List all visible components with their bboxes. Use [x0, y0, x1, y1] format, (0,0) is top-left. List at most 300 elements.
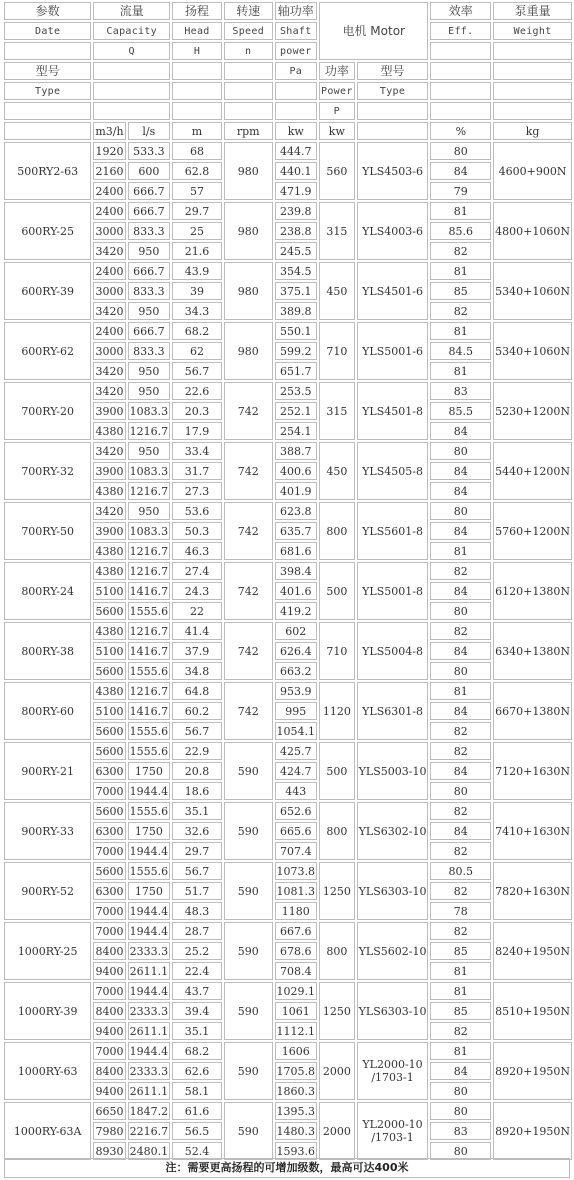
efficiency-pct: 84 — [430, 702, 491, 720]
shaft-power-kw: 253.5 — [275, 382, 318, 400]
head-m: 62 — [172, 342, 222, 360]
shaft-power-kw: 678.6 — [275, 942, 318, 960]
motor-type: YLS6302-10 — [357, 802, 429, 860]
efficiency-pct: 82 — [430, 802, 491, 820]
motor-power-kw: 560 — [319, 142, 355, 200]
shaft-power-kw: 425.7 — [275, 742, 318, 760]
head-m: 35.1 — [172, 1022, 222, 1040]
flow-ls: 1216.7 — [128, 682, 171, 700]
speed-rpm: 980 — [224, 142, 273, 200]
efficiency-pct: 85.5 — [430, 402, 491, 420]
table-row — [4, 322, 572, 340]
efficiency-pct: 83 — [430, 1122, 491, 1140]
head-m: 56.7 — [172, 722, 222, 740]
flow-m3h: 2400 — [93, 322, 125, 340]
head-m: 62.8 — [172, 162, 222, 180]
pump-model: 1000RY-39 — [4, 982, 91, 1040]
motor-type: YLS5602-10 — [357, 922, 429, 980]
flow-m3h: 7000 — [93, 902, 125, 920]
flow-m3h: 3900 — [93, 402, 125, 420]
header-blank — [224, 102, 273, 120]
efficiency-pct: 84 — [430, 582, 491, 600]
flow-m3h: 4380 — [93, 542, 125, 560]
header-blank — [493, 102, 572, 120]
pump-model: 700RY-50 — [4, 502, 91, 560]
head-m: 62.6 — [172, 1062, 222, 1080]
header-q: Q — [93, 42, 170, 60]
head-m: 29.7 — [172, 202, 222, 220]
head-m: 28.7 — [172, 922, 222, 940]
shaft-power-kw: 254.1 — [275, 422, 318, 440]
efficiency-pct: 80.5 — [430, 862, 491, 880]
speed-rpm: 590 — [224, 1042, 273, 1100]
flow-ls: 666.7 — [128, 322, 171, 340]
flow-m3h: 7000 — [93, 842, 125, 860]
header-pump-weight: 泵重量 — [493, 2, 572, 20]
flow-m3h: 7000 — [93, 1042, 125, 1060]
pump-model: 900RY-52 — [4, 862, 91, 920]
shaft-power-kw: 419.2 — [275, 602, 318, 620]
head-m: 22 — [172, 602, 222, 620]
flow-m3h: 8400 — [93, 942, 125, 960]
efficiency-pct: 82 — [430, 722, 491, 740]
motor-type: YLS4003-6 — [357, 202, 429, 260]
shaft-power-kw: 1054.1 — [275, 722, 318, 740]
flow-m3h: 3420 — [93, 242, 125, 260]
unit-kw-shaft: kw — [275, 122, 318, 140]
efficiency-pct: 82 — [430, 242, 491, 260]
motor-power-kw: 710 — [319, 322, 355, 380]
flow-ls: 1083.3 — [128, 522, 171, 540]
flow-ls: 1555.6 — [128, 602, 171, 620]
head-m: 56.7 — [172, 862, 222, 880]
shaft-power-kw: 953.9 — [275, 682, 318, 700]
efficiency-pct: 85 — [430, 942, 491, 960]
flow-m3h: 2400 — [93, 202, 125, 220]
header-motor-power-en: Power — [319, 82, 355, 100]
head-m: 51.7 — [172, 882, 222, 900]
unit-ls: l/s — [128, 122, 171, 140]
header-speed: 转速 — [224, 2, 273, 20]
efficiency-pct: 80 — [430, 442, 491, 460]
shaft-power-kw: 652.6 — [275, 802, 318, 820]
table-row — [4, 1102, 572, 1120]
flow-ls: 1416.7 — [128, 702, 171, 720]
table-row — [4, 742, 572, 760]
motor-type: YL2000-10 /1703-1 — [357, 1042, 429, 1100]
flow-ls: 1944.4 — [128, 982, 171, 1000]
flow-ls: 1083.3 — [128, 402, 171, 420]
motor-power-kw: 2000 — [319, 1102, 355, 1160]
flow-ls: 950 — [128, 382, 171, 400]
flow-m3h: 2400 — [93, 262, 125, 280]
header-capacity: Capacity — [93, 22, 170, 40]
head-m: 39 — [172, 282, 222, 300]
table-row — [4, 382, 572, 400]
pump-weight: 8510+1950N — [493, 982, 572, 1040]
motor-power-kw: 1250 — [319, 862, 355, 920]
flow-ls: 2333.3 — [128, 942, 171, 960]
flow-m3h: 3900 — [93, 522, 125, 540]
flow-m3h: 9400 — [93, 1082, 125, 1100]
motor-type: YL2000-10 /1703-1 — [357, 1102, 429, 1160]
header-motor-model-en: Type — [357, 82, 429, 100]
speed-rpm: 742 — [224, 682, 273, 740]
table-row — [4, 202, 572, 220]
efficiency-pct: 81 — [430, 542, 491, 560]
efficiency-pct: 81 — [430, 962, 491, 980]
table-row — [4, 262, 572, 280]
table-row — [4, 442, 572, 460]
pump-model: 900RY-33 — [4, 802, 91, 860]
flow-m3h: 4380 — [93, 622, 125, 640]
flow-m3h: 6300 — [93, 762, 125, 780]
efficiency-pct: 82 — [430, 922, 491, 940]
shaft-power-kw: 1395.3 — [275, 1102, 318, 1120]
head-m: 27.3 — [172, 482, 222, 500]
flow-ls: 666.7 — [128, 262, 171, 280]
flow-m3h: 5600 — [93, 862, 125, 880]
head-m: 21.6 — [172, 242, 222, 260]
flow-ls: 2611.1 — [128, 1022, 171, 1040]
head-m: 58.1 — [172, 1082, 222, 1100]
header-params: 参数 — [4, 2, 91, 20]
efficiency-pct: 82 — [430, 742, 491, 760]
unit-percent: % — [430, 122, 491, 140]
flow-m3h: 8400 — [93, 1002, 125, 1020]
table-row — [4, 562, 572, 580]
flow-ls: 1944.4 — [128, 922, 171, 940]
header-blank — [172, 82, 222, 100]
flow-m3h: 7000 — [93, 782, 125, 800]
pump-weight: 8920+1950N — [493, 1102, 572, 1160]
pump-model: 600RY-62 — [4, 322, 91, 380]
head-m: 52.4 — [172, 1142, 222, 1160]
flow-m3h: 5600 — [93, 722, 125, 740]
flow-m3h: 4380 — [93, 482, 125, 500]
pump-model: 800RY-60 — [4, 682, 91, 740]
efficiency-pct: 82 — [430, 842, 491, 860]
shaft-power-kw: 1061 — [275, 1002, 318, 1020]
flow-m3h: 5100 — [93, 582, 125, 600]
header-blank — [4, 42, 91, 60]
head-m: 68 — [172, 142, 222, 160]
speed-rpm: 742 — [224, 382, 273, 440]
efficiency-pct: 84 — [430, 162, 491, 180]
header-model-cn: 型号 — [4, 62, 91, 80]
head-m: 43.9 — [172, 262, 222, 280]
flow-ls: 1555.6 — [128, 742, 171, 760]
header-efficiency: 效率 — [430, 2, 491, 20]
speed-rpm: 742 — [224, 442, 273, 500]
efficiency-pct: 78 — [430, 902, 491, 920]
motor-power-kw: 710 — [319, 622, 355, 680]
flow-ls: 1750 — [128, 822, 171, 840]
header-weight-en: Weight — [493, 22, 572, 40]
table-row — [4, 862, 572, 880]
header-blank — [275, 82, 318, 100]
speed-rpm: 590 — [224, 742, 273, 800]
shaft-power-kw: 681.6 — [275, 542, 318, 560]
head-m: 17.9 — [172, 422, 222, 440]
header-shaft-en: Shaft — [275, 22, 318, 40]
header-blank — [93, 62, 170, 80]
flow-ls: 2611.1 — [128, 1082, 171, 1100]
table-row — [4, 622, 572, 640]
header-row-5 — [4, 82, 572, 100]
pump-model: 1000RY-63A — [4, 1102, 91, 1160]
flow-m3h: 7000 — [93, 982, 125, 1000]
shaft-power-kw: 1480.3 — [275, 1122, 318, 1140]
shaft-power-kw: 667.6 — [275, 922, 318, 940]
table-row — [4, 802, 572, 820]
head-m: 24.3 — [172, 582, 222, 600]
speed-rpm: 590 — [224, 862, 273, 920]
flow-ls: 1416.7 — [128, 582, 171, 600]
efficiency-pct: 81 — [430, 682, 491, 700]
speed-rpm: 590 — [224, 982, 273, 1040]
motor-power-kw: 1120 — [319, 682, 355, 740]
speed-rpm: 590 — [224, 802, 273, 860]
efficiency-pct: 82 — [430, 622, 491, 640]
head-m: 22.9 — [172, 742, 222, 760]
header-row-3 — [4, 42, 572, 60]
head-m: 41.4 — [172, 622, 222, 640]
efficiency-pct: 84 — [430, 422, 491, 440]
motor-power-kw: 800 — [319, 502, 355, 560]
pump-weight: 7820+1630N — [493, 862, 572, 920]
flow-m3h: 5600 — [93, 602, 125, 620]
header-h: H — [172, 42, 222, 60]
flow-ls: 2611.1 — [128, 962, 171, 980]
shaft-power-kw: 1029.1 — [275, 982, 318, 1000]
header-motor-power-cn: 功率 — [319, 62, 355, 80]
shaft-power-kw: 401.6 — [275, 582, 318, 600]
flow-m3h: 2400 — [93, 182, 125, 200]
header-blank — [493, 82, 572, 100]
table-row — [4, 982, 572, 1000]
flow-ls: 666.7 — [128, 182, 171, 200]
motor-power-kw: 800 — [319, 922, 355, 980]
header-power: power — [275, 42, 318, 60]
motor-power-kw: 315 — [319, 202, 355, 260]
header-blank — [224, 62, 273, 80]
efficiency-pct: 81 — [430, 362, 491, 380]
flow-ls: 1555.6 — [128, 862, 171, 880]
flow-ls: 533.3 — [128, 142, 171, 160]
unit-kg: kg — [493, 122, 572, 140]
flow-m3h: 8400 — [93, 1062, 125, 1080]
pump-model: 900RY-21 — [4, 742, 91, 800]
efficiency-pct: 80 — [430, 502, 491, 520]
pump-model: 700RY-32 — [4, 442, 91, 500]
flow-m3h: 4380 — [93, 422, 125, 440]
head-m: 34.3 — [172, 302, 222, 320]
pump-weight: 6340+1380N — [493, 622, 572, 680]
header-blank — [430, 42, 491, 60]
speed-rpm: 742 — [224, 562, 273, 620]
motor-power-kw: 800 — [319, 802, 355, 860]
efficiency-pct: 80 — [430, 1102, 491, 1120]
head-m: 22.6 — [172, 382, 222, 400]
head-m: 25 — [172, 222, 222, 240]
motor-type: YLS4501-8 — [357, 382, 429, 440]
flow-m3h: 4380 — [93, 562, 125, 580]
head-m: 20.3 — [172, 402, 222, 420]
pump-weight: 5230+1200N — [493, 382, 572, 440]
pump-weight: 7410+1630N — [493, 802, 572, 860]
unit-m3h: m3/h — [93, 122, 125, 140]
shaft-power-kw: 1705.8 — [275, 1062, 318, 1080]
header-motor-model-cn: 型号 — [357, 62, 429, 80]
flow-ls: 1944.4 — [128, 842, 171, 860]
pump-weight: 6120+1380N — [493, 562, 572, 620]
speed-rpm: 980 — [224, 202, 273, 260]
efficiency-pct: 81 — [430, 262, 491, 280]
head-m: 31.7 — [172, 462, 222, 480]
efficiency-pct: 82 — [430, 1022, 491, 1040]
efficiency-pct: 81 — [430, 322, 491, 340]
table-row — [4, 142, 572, 160]
header-blank — [4, 122, 91, 140]
flow-m3h: 3000 — [93, 342, 125, 360]
flow-m3h: 5100 — [93, 642, 125, 660]
motor-type: YLS4503-6 — [357, 142, 429, 200]
shaft-power-kw: 1180 — [275, 902, 318, 920]
flow-ls: 1555.6 — [128, 722, 171, 740]
flow-ls: 600 — [128, 162, 171, 180]
header-row-4 — [4, 62, 572, 80]
header-blank — [493, 62, 572, 80]
pump-weight: 6670+1380N — [493, 682, 572, 740]
shaft-power-kw: 1593.6 — [275, 1142, 318, 1160]
head-m: 48.3 — [172, 902, 222, 920]
head-m: 56.7 — [172, 362, 222, 380]
shaft-power-kw: 424.7 — [275, 762, 318, 780]
head-m: 37.9 — [172, 642, 222, 660]
table-row — [4, 682, 572, 700]
efficiency-pct: 82 — [430, 882, 491, 900]
motor-type: YLS5004-8 — [357, 622, 429, 680]
efficiency-pct: 80 — [430, 142, 491, 160]
motor-power-kw: 500 — [319, 562, 355, 620]
shaft-power-kw: 388.7 — [275, 442, 318, 460]
head-m: 22.4 — [172, 962, 222, 980]
efficiency-pct: 80 — [430, 602, 491, 620]
shaft-power-kw: 602 — [275, 622, 318, 640]
header-blank — [357, 102, 429, 120]
motor-type: YLS5003-10 — [357, 742, 429, 800]
head-m: 25.2 — [172, 942, 222, 960]
table-row — [4, 1042, 572, 1060]
header-date: Date — [4, 22, 91, 40]
flow-ls: 1216.7 — [128, 482, 171, 500]
shaft-power-kw: 626.4 — [275, 642, 318, 660]
flow-ls: 1216.7 — [128, 622, 171, 640]
shaft-power-kw: 635.7 — [275, 522, 318, 540]
efficiency-pct: 81 — [430, 202, 491, 220]
pump-weight: 4800+1060N — [493, 202, 572, 260]
flow-ls: 1216.7 — [128, 562, 171, 580]
shaft-power-kw: 443 — [275, 782, 318, 800]
header-model-en: Type — [4, 82, 91, 100]
shaft-power-kw: 440.1 — [275, 162, 318, 180]
pump-model: 500RY2-63 — [4, 142, 91, 200]
flow-m3h: 9400 — [93, 1022, 125, 1040]
unit-kw-motor: kw — [319, 122, 355, 140]
head-m: 57 — [172, 182, 222, 200]
header-motor: 电机 Motor — [319, 2, 428, 60]
flow-m3h: 3000 — [93, 222, 125, 240]
head-m: 33.4 — [172, 442, 222, 460]
flow-m3h: 6300 — [93, 882, 125, 900]
efficiency-pct: 84 — [430, 462, 491, 480]
motor-type: YLS4501-6 — [357, 262, 429, 320]
head-m: 46.3 — [172, 542, 222, 560]
efficiency-pct: 82 — [430, 302, 491, 320]
shaft-power-kw: 1073.8 — [275, 862, 318, 880]
efficiency-pct: 84 — [430, 822, 491, 840]
head-m: 50.3 — [172, 522, 222, 540]
shaft-power-kw: 708.4 — [275, 962, 318, 980]
efficiency-pct: 84 — [430, 482, 491, 500]
header-speed-en: Speed — [224, 22, 273, 40]
footnote: 注：需要更高扬程的可增加级数，最高可达400米 — [4, 1158, 570, 1178]
head-m: 27.4 — [172, 562, 222, 580]
shaft-power-kw: 401.9 — [275, 482, 318, 500]
flow-m3h: 5600 — [93, 802, 125, 820]
pump-weight: 5340+1060N — [493, 322, 572, 380]
flow-m3h: 3420 — [93, 362, 125, 380]
flow-m3h: 8930 — [93, 1142, 125, 1160]
flow-ls: 833.3 — [128, 282, 171, 300]
flow-m3h: 7000 — [93, 922, 125, 940]
shaft-power-kw: 389.8 — [275, 302, 318, 320]
flow-ls: 1216.7 — [128, 542, 171, 560]
head-m: 61.6 — [172, 1102, 222, 1120]
flow-ls: 1847.2 — [128, 1102, 171, 1120]
table-row — [4, 922, 572, 940]
head-m: 18.6 — [172, 782, 222, 800]
header-p: P — [319, 102, 355, 120]
efficiency-pct: 84 — [430, 642, 491, 660]
flow-ls: 1555.6 — [128, 662, 171, 680]
flow-ls: 2333.3 — [128, 1062, 171, 1080]
flow-ls: 833.3 — [128, 222, 171, 240]
efficiency-pct: 80 — [430, 782, 491, 800]
motor-power-kw: 450 — [319, 262, 355, 320]
motor-power-kw: 500 — [319, 742, 355, 800]
efficiency-pct: 81 — [430, 982, 491, 1000]
unit-rpm: rpm — [224, 122, 273, 140]
flow-m3h: 5600 — [93, 742, 125, 760]
flow-ls: 1944.4 — [128, 902, 171, 920]
flow-ls: 2216.7 — [128, 1122, 171, 1140]
pump-model: 800RY-24 — [4, 562, 91, 620]
efficiency-pct: 84 — [430, 522, 491, 540]
head-m: 32.6 — [172, 822, 222, 840]
head-m: 64.8 — [172, 682, 222, 700]
efficiency-pct: 82 — [430, 562, 491, 580]
motor-type: YLS5001-6 — [357, 322, 429, 380]
shaft-power-kw: 444.7 — [275, 142, 318, 160]
shaft-power-kw: 1112.1 — [275, 1022, 318, 1040]
header-eff-en: Eff. — [430, 22, 491, 40]
header-blank — [4, 102, 91, 120]
flow-m3h: 1920 — [93, 142, 125, 160]
shaft-power-kw: 651.7 — [275, 362, 318, 380]
speed-rpm: 590 — [224, 1102, 273, 1160]
